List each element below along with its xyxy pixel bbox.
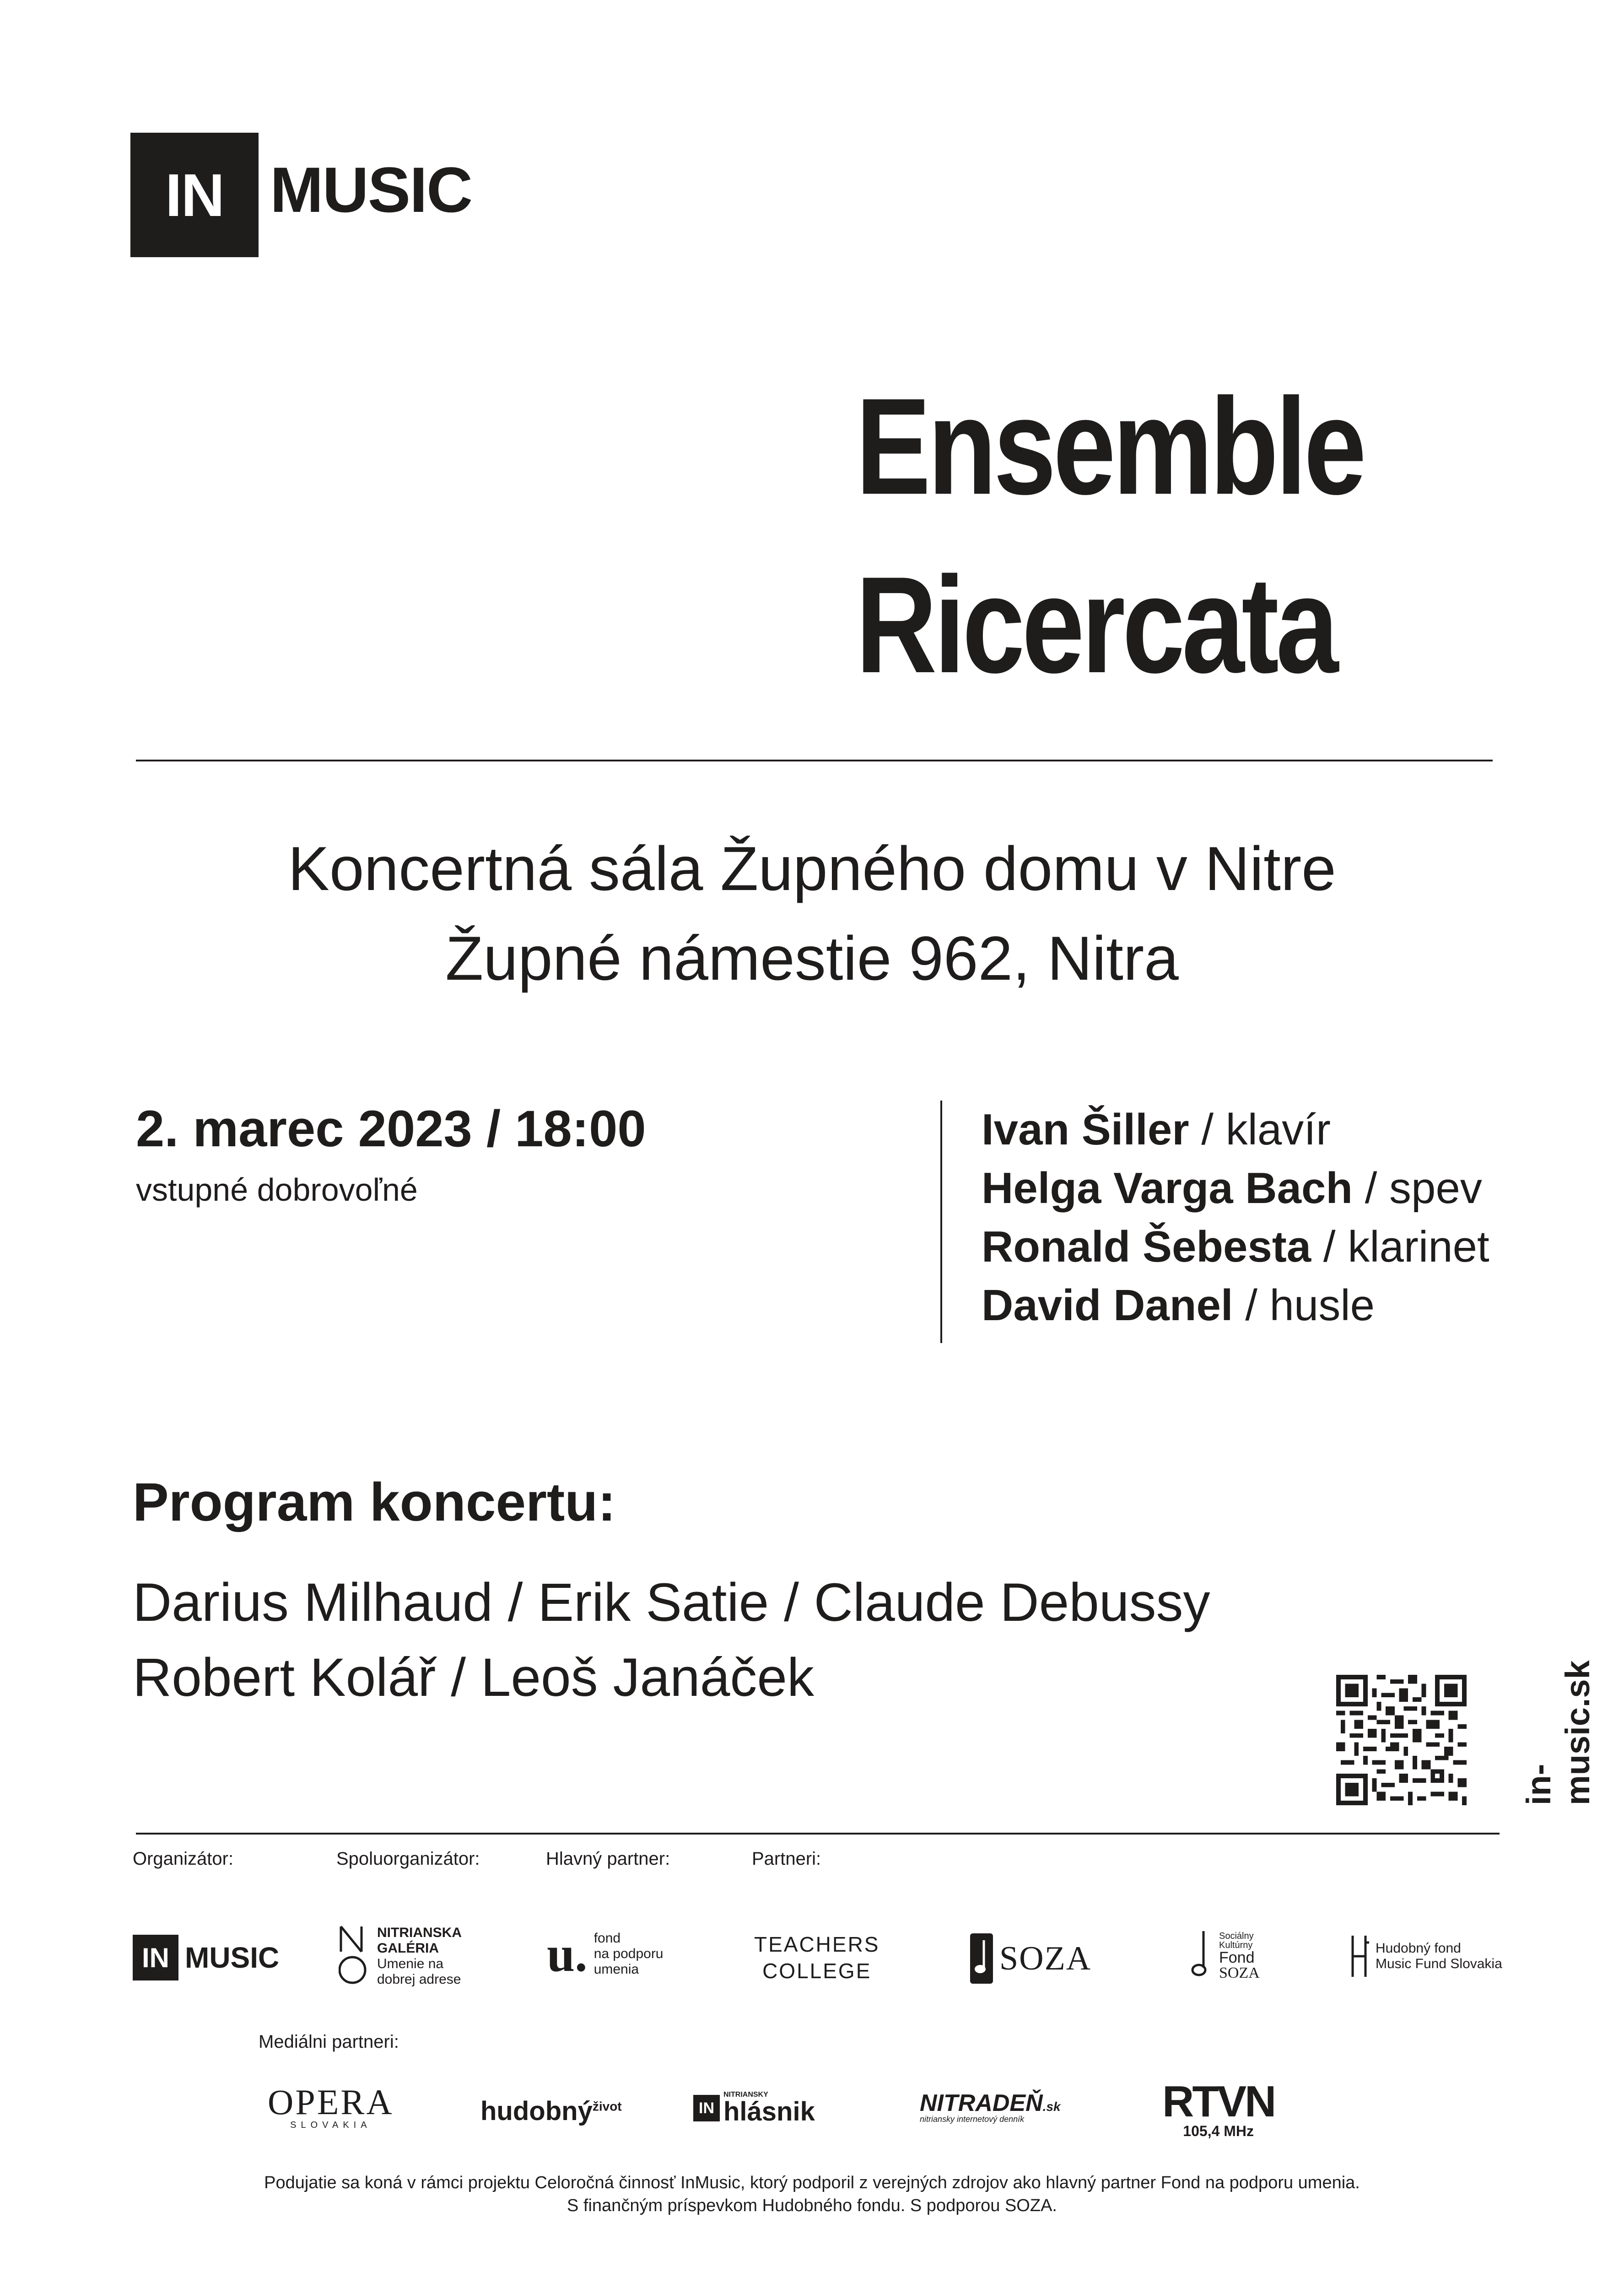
- event-datetime: 2. marec 2023 / 18:00: [136, 1100, 646, 1157]
- partner-logo-inmusic[interactable]: [133, 1935, 279, 1980]
- hlasnik-in-box: IN: [693, 2095, 720, 2121]
- media-partners-label: Mediálni partneri:: [259, 2032, 399, 2052]
- divider-top: [136, 760, 1493, 761]
- galeria-mark-icon: [339, 1924, 371, 1988]
- hudobny-fond-mark-icon: [1349, 1933, 1369, 1979]
- media-logo-rtvn[interactable]: RTVN 105,4 MHz: [1162, 2077, 1275, 2139]
- website-url[interactable]: in-music.sk: [1520, 1660, 1597, 1805]
- program-list: [133, 1565, 1210, 1715]
- program-line-2: Robert Kolář / Leoš Janáček: [133, 1647, 814, 1708]
- organizer-label: Organizátor:: [133, 1849, 234, 1869]
- performer-item: David Danel / husle: [982, 1281, 1375, 1330]
- footer-note: Podujatie sa koná v rámci projektu Celoročná činnosť InMusic, ktorý podporil z verejných zdrojov ako hlavný partner Fond na podporu umenia. S finančným príspevkom Hudobného fondu. S podporou SOZA.: [264, 2173, 1360, 2215]
- vertical-divider: [940, 1101, 942, 1343]
- partner-logo-soza[interactable]: SOZA: [970, 1933, 1091, 1984]
- partner-logo-teachers-college[interactable]: TEACHERS COLLEGE: [754, 1932, 880, 1983]
- partner-logo-fond-na-podporu-umenia[interactable]: u. fond na podporu umenia: [547, 1926, 664, 1982]
- inmusic-logo-box: IN: [130, 133, 259, 257]
- qr-code-icon[interactable]: [1336, 1675, 1467, 1805]
- inmusic-mini-box: IN: [133, 1935, 178, 1980]
- venue-address: Župné námestie 962, Nitra: [445, 923, 1179, 993]
- partner-logo-skf-soza[interactable]: Sociálny Kultúrny Fond SOZA: [1190, 1926, 1260, 1986]
- coorganizer-label: Spoluorganizátor:: [336, 1849, 480, 1869]
- performer-item: Ivan Šiller / klavír: [982, 1105, 1331, 1154]
- performers-list: [982, 1101, 1489, 1335]
- entry-fee: vstupné dobrovoľné: [136, 1172, 418, 1208]
- inmusic-logo-text: MUSIC: [270, 154, 472, 226]
- program-heading: Program koncertu:: [133, 1472, 616, 1533]
- media-logo-nitriansky-hlasnik[interactable]: IN NITRIANSKY hlásnik: [693, 2091, 815, 2125]
- inmusic-mini-text: MUSIC: [185, 1941, 280, 1974]
- title-line-2: Ricercata: [856, 548, 1336, 702]
- fpu-mark: u.: [547, 1926, 588, 1982]
- event-title: [856, 357, 1364, 714]
- venue-name: Koncertná sála Župného domu v Nitre: [288, 834, 1336, 903]
- soza-note-icon: [970, 1933, 993, 1984]
- divider-bottom: [136, 1833, 1500, 1835]
- media-logo-hudobny-zivot[interactable]: hudobný$^{život}$: [480, 2096, 622, 2126]
- title-line-1: Ensemble: [856, 369, 1364, 523]
- media-logo-nitraden[interactable]: NITRADEŇ.sk nitriansky internetový denník: [920, 2090, 1061, 2124]
- skf-note-icon: [1190, 1926, 1213, 1986]
- media-logo-opera-slovakia[interactable]: OPERA SLOVAKIA: [268, 2082, 394, 2130]
- performer-item: Ronald Šebesta / klarinet: [982, 1222, 1489, 1271]
- venue: [0, 824, 1624, 1003]
- partner-logo-hudobny-fond[interactable]: Hudobný fond Music Fund Slovakia: [1349, 1933, 1502, 1979]
- program-line-1: Darius Milhaud / Erik Satie / Claude Debussy: [133, 1572, 1210, 1633]
- performer-item: Helga Varga Bach / spev: [982, 1164, 1482, 1213]
- partners-label: Partneri:: [752, 1849, 821, 1869]
- main-partner-label: Hlavný partner:: [546, 1849, 670, 1869]
- partner-logo-nitrianska-galeria[interactable]: NITRIANSKA GALÉRIA Umenie na dobrej adrese: [339, 1924, 462, 1988]
